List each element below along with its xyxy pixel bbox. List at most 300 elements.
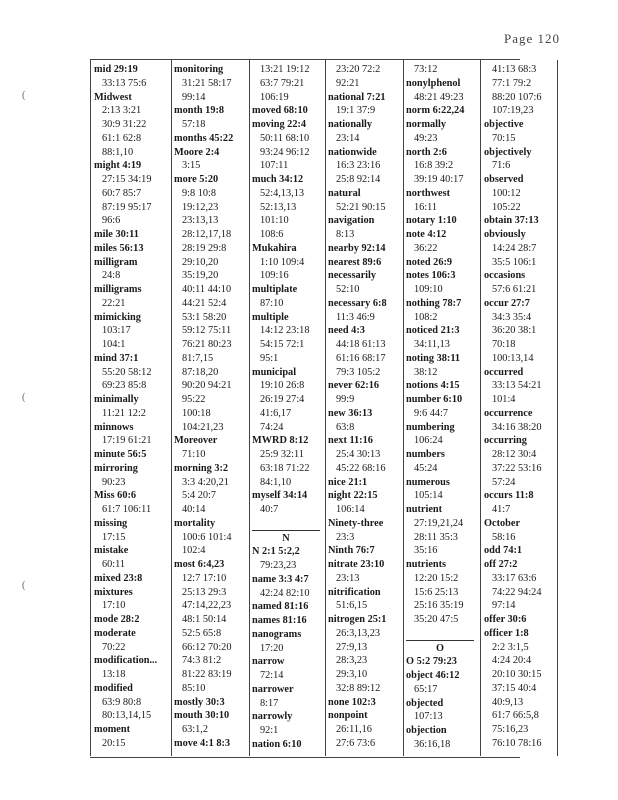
index-headword: objectively xyxy=(484,146,532,158)
index-headword: new 36:13 xyxy=(328,407,373,419)
index-page-refs: 29:10,20 xyxy=(182,256,219,268)
index-page-refs: 41:6,17 xyxy=(260,407,292,419)
index-page-refs: 17:15 xyxy=(102,531,126,543)
index-page-refs: 96:6 xyxy=(102,215,121,227)
index-headword: missing xyxy=(94,517,128,529)
index-page-refs: 104:21,23 xyxy=(182,421,224,433)
index-page-refs: 29:3,10 xyxy=(336,669,368,680)
index-page-refs: 107:19,23 xyxy=(492,105,534,117)
index-headword: morning 3:2 xyxy=(174,462,229,474)
index-headword: numbers xyxy=(406,449,445,460)
index-headword: next 11:16 xyxy=(328,435,373,447)
index-headword: none 102:3 xyxy=(328,696,376,708)
index-page-refs: 33:13 54:21 xyxy=(492,380,542,392)
index-column-4 xyxy=(328,63,396,751)
index-page-refs: 48:1 50:14 xyxy=(182,614,227,625)
index-page-refs: 47:14,22,23 xyxy=(182,600,232,612)
index-headword: nation 6:10 xyxy=(252,738,302,750)
index-headword: numerous xyxy=(406,476,450,488)
index-headword: notions 4:15 xyxy=(406,380,460,392)
index-page-refs: 104:1 xyxy=(102,339,126,350)
index-page-refs: 102:4 xyxy=(182,545,206,557)
section-divider xyxy=(252,517,320,531)
index-headword: object 46:12 xyxy=(406,670,460,681)
index-page-refs: 106:14 xyxy=(336,504,365,515)
index-headword: minnows xyxy=(94,421,134,433)
index-page-refs: 34:3 35:4 xyxy=(492,311,532,323)
index-page-refs: 40:11 44:10 xyxy=(182,284,232,295)
index-page-refs: 1:10 109:4 xyxy=(260,256,305,268)
index-page-refs: 41:7 xyxy=(492,504,511,515)
index-headword: north 2:6 xyxy=(406,146,447,158)
index-page-refs: 76:21 80:23 xyxy=(182,339,232,350)
index-page-refs: 63:7 79:21 xyxy=(260,77,305,89)
index-headword: minute 56:5 xyxy=(94,449,147,460)
index-page-refs: 22:21 xyxy=(102,297,126,309)
index-page-refs: 88:20 107:6 xyxy=(492,91,542,103)
index-page-refs: 32:8 89:12 xyxy=(336,682,381,694)
index-page-refs: 100:12 xyxy=(492,187,521,199)
index-page-refs: 52:5 65:8 xyxy=(182,627,222,639)
index-headword: note 4:12 xyxy=(406,229,447,240)
index-headword: O 5:2 79:23 xyxy=(406,656,457,668)
index-headword: need 4:3 xyxy=(328,325,365,337)
index-page-refs: 54:15 72:1 xyxy=(260,339,305,350)
index-headword: mirroring xyxy=(94,462,138,474)
index-page-refs: 40:14 xyxy=(182,504,206,515)
index-page-refs: 23:13 xyxy=(336,572,360,584)
index-headword: N 2:1 5:2,2 xyxy=(252,546,300,558)
index-page-refs: 57:6 61:21 xyxy=(492,284,537,295)
index-headword: noted 26:9 xyxy=(406,256,453,268)
index-page-refs: 41:13 68:3 xyxy=(492,64,537,75)
index-headword: number 6:10 xyxy=(406,394,463,405)
index-page-refs: 90:23 xyxy=(102,476,126,488)
index-headword: normally xyxy=(406,119,447,130)
index-page-refs: 101:10 xyxy=(260,215,289,227)
index-page-refs: 85:10 xyxy=(182,682,206,694)
index-page-refs: 33:17 63:6 xyxy=(492,572,537,584)
margin-mark: ( xyxy=(22,580,26,591)
index-headword: narrowly xyxy=(252,711,293,723)
index-page-refs: 55:20 58:12 xyxy=(102,366,152,378)
index-page-refs: 72:14 xyxy=(260,670,284,681)
index-page-refs: 45:24 xyxy=(414,462,438,474)
index-page-refs: 81:7,15 xyxy=(182,352,214,364)
index-page-refs: 53:1 58:20 xyxy=(182,311,227,323)
index-page-refs: 88:1,10 xyxy=(102,146,134,158)
index-headword: notes 106:3 xyxy=(406,270,456,282)
index-page-refs: 79:3 105:2 xyxy=(336,366,381,378)
index-headword: milligram xyxy=(94,256,138,268)
index-headword: named 81:16 xyxy=(252,601,309,613)
index-headword: mixtures xyxy=(94,586,133,598)
index-page-refs: 90:20 94:21 xyxy=(182,380,232,392)
index-page-refs: 11:21 12:2 xyxy=(102,407,146,419)
index-headword: Mukahira xyxy=(252,242,297,254)
index-headword: names 81:16 xyxy=(252,615,307,626)
index-column-6 xyxy=(484,63,552,751)
index-page-refs: 100:6 101:4 xyxy=(182,531,232,543)
index-headword: nitrification xyxy=(328,586,381,598)
column-rule xyxy=(90,60,91,756)
index-page-refs: 30:9 31:22 xyxy=(102,119,147,130)
index-headword: obviously xyxy=(484,229,526,240)
index-headword: might 4:19 xyxy=(94,160,142,172)
index-page-refs: 11:3 46:9 xyxy=(336,311,375,323)
index-page-refs: 105:22 xyxy=(492,201,521,213)
index-page-refs: 23:20 72:2 xyxy=(336,64,381,75)
index-page-refs: 92:1 xyxy=(260,725,279,736)
index-page-refs: 76:10 78:16 xyxy=(492,737,542,749)
index-headword: minimally xyxy=(94,394,139,405)
index-headword: municipal xyxy=(252,366,297,378)
index-page-refs: 13:18 xyxy=(102,669,126,680)
index-headword: off 27:2 xyxy=(484,559,518,570)
index-page-refs: 26:19 27:4 xyxy=(260,394,305,405)
index-page-refs: 27:15 34:19 xyxy=(102,174,152,185)
index-headword: noticed 21:3 xyxy=(406,325,460,337)
index-page-refs: 107:13 xyxy=(414,711,443,723)
index-page-refs: 49:23 xyxy=(414,132,438,144)
index-headword: odd 74:1 xyxy=(484,545,523,557)
index-headword: necessarily xyxy=(328,270,377,282)
index-page-refs: 12:7 17:10 xyxy=(182,572,227,584)
index-page-refs: 31:21 58:17 xyxy=(182,77,232,89)
index-page-refs: 87:18,20 xyxy=(182,366,219,378)
index-page-refs: 15:6 25:13 xyxy=(414,586,459,598)
index-page-refs: 28:12 30:4 xyxy=(492,449,537,460)
index-headword: northwest xyxy=(406,187,451,199)
index-page-refs: 27:19,21,24 xyxy=(414,517,464,529)
index-headword: nationally xyxy=(328,119,373,130)
index-page-refs: 109:16 xyxy=(260,270,289,282)
index-headword: mortality xyxy=(174,517,216,529)
index-page-refs: 74:24 xyxy=(260,421,284,433)
index-headword: October xyxy=(484,517,521,529)
index-page-refs: 48:21 49:23 xyxy=(414,91,464,103)
index-headword: numbering xyxy=(406,421,455,433)
index-headword: monitoring xyxy=(174,64,224,75)
index-headword: myself 34:14 xyxy=(252,490,308,502)
index-headword: modification... xyxy=(94,655,158,667)
column-rule xyxy=(403,60,404,756)
index-page-refs: 17:20 xyxy=(260,642,284,654)
index-page-refs: 87:19 95:17 xyxy=(102,201,152,213)
index-headword: obtain 37:13 xyxy=(484,215,539,227)
index-page-refs: 74:3 81:2 xyxy=(182,655,222,667)
index-page-refs: 40:7 xyxy=(260,504,279,515)
index-page-refs: 65:17 xyxy=(414,683,438,695)
index-page-refs: 35:16 xyxy=(414,545,438,557)
index-page-refs: 99:9 xyxy=(336,394,355,405)
index-headword: mistake xyxy=(94,545,129,557)
index-headword: mostly 30:3 xyxy=(174,696,225,708)
index-headword: mode 28:2 xyxy=(94,614,140,625)
index-headword: narrow xyxy=(252,656,285,668)
index-page-refs: 35:20 47:5 xyxy=(414,614,459,625)
index-headword: moving 22:4 xyxy=(252,119,307,130)
index-page-refs: 63:9 80:8 xyxy=(102,696,142,708)
index-headword: moderate xyxy=(94,627,136,639)
index-page-refs: 87:10 xyxy=(260,297,284,309)
index-headword: observed xyxy=(484,174,524,185)
index-page-refs: 25:8 92:14 xyxy=(336,174,381,185)
index-page-refs: 5:4 20:7 xyxy=(182,490,217,502)
index-headword: modified xyxy=(94,682,133,694)
index-page-refs: 25:9 32:11 xyxy=(260,449,304,460)
index-headword: narrower xyxy=(252,683,294,695)
index-page-refs: 100:18 xyxy=(182,407,211,419)
index-page-refs: 77:1 79:2 xyxy=(492,77,532,89)
index-page-refs: 14:12 23:18 xyxy=(260,325,310,337)
index-page-refs: 23:3 xyxy=(336,531,355,543)
index-page-refs: 60:7 85:7 xyxy=(102,187,142,199)
index-headword: multiple xyxy=(252,311,289,323)
index-headword: Miss 60:6 xyxy=(94,490,137,502)
index-headword: objective xyxy=(484,119,524,130)
index-page-refs: 25:13 29:3 xyxy=(182,586,227,598)
index-headword: nitrate 23:10 xyxy=(328,559,385,570)
column-rule xyxy=(557,60,558,756)
index-page-refs: 23:13,13 xyxy=(182,215,219,227)
index-headword: never 62:16 xyxy=(328,380,379,392)
index-page-refs: 26:3,13,23 xyxy=(336,627,381,639)
index-page-refs: 12:20 15:2 xyxy=(414,572,459,584)
index-page-refs: 63:18 71:22 xyxy=(260,462,310,474)
index-headword: natural xyxy=(328,187,361,199)
index-page-refs: 8:13 xyxy=(336,229,355,240)
index-headword: occurring xyxy=(484,435,527,447)
page-number: Page 120 xyxy=(503,31,560,46)
index-headword: nonpoint xyxy=(328,710,368,722)
index-page-refs: 28:3,23 xyxy=(336,655,368,667)
index-headword: nice 21:1 xyxy=(328,476,368,488)
column-rule xyxy=(249,60,250,756)
index-page-refs: 17:19 61:21 xyxy=(102,435,152,447)
index-page-refs: 2:2 3:1,5 xyxy=(492,641,529,653)
index-page-refs: 25:16 35:19 xyxy=(414,600,464,612)
index-page-refs: 97:14 xyxy=(492,600,516,612)
index-headword: navigation xyxy=(328,215,375,227)
index-headword: miles 56:13 xyxy=(94,242,144,254)
index-column-1 xyxy=(94,63,162,751)
index-headword: objected xyxy=(406,697,444,709)
index-page-refs: 8:17 xyxy=(260,697,279,709)
index-page-refs: 58:16 xyxy=(492,531,516,543)
index-page-refs: 28:11 35:3 xyxy=(414,531,458,543)
index-page-refs: 19:10 26:8 xyxy=(260,380,305,392)
index-page-refs: 59:12 75:11 xyxy=(182,325,232,337)
index-headword: nothing 78:7 xyxy=(406,297,462,309)
margin-mark: ( xyxy=(22,90,26,101)
index-headword: multiplate xyxy=(252,284,298,295)
index-page-refs: 26:11,16 xyxy=(336,724,372,735)
index-headword: mind 37:1 xyxy=(94,352,139,364)
index-headword: nationwide xyxy=(328,146,377,158)
index-page-refs: 95:1 xyxy=(260,352,279,364)
index-page-refs: 79:23,23 xyxy=(260,560,297,571)
index-page-refs: 103:17 xyxy=(102,325,131,337)
index-page-refs: 35:5 106:1 xyxy=(492,256,537,268)
index-page-refs: 28:19 29:8 xyxy=(182,242,227,254)
section-letter-heading: O xyxy=(435,642,444,654)
index-page-refs: 16:11 xyxy=(414,201,438,213)
index-page-refs: 25:4 30:13 xyxy=(336,449,381,460)
index-headword: nonylphenol xyxy=(406,77,461,89)
index-page-refs: 107:11 xyxy=(260,160,289,172)
index-page-refs: 34:11,13 xyxy=(414,339,450,350)
margin-mark: ( xyxy=(22,392,26,403)
index-page-refs: 28:12,17,18 xyxy=(182,229,232,240)
index-page-refs: 39:19 40:17 xyxy=(414,174,464,185)
index-headword: Midwest xyxy=(94,91,132,103)
index-page-refs: 50:11 68:10 xyxy=(260,132,310,144)
index-page-refs: 19:1 37:9 xyxy=(336,105,376,117)
index-page-refs: 17:10 xyxy=(102,600,126,612)
index-page-refs: 3:3 4:20,21 xyxy=(182,476,229,488)
section-divider xyxy=(406,627,474,641)
index-page-refs: 61:1 62:8 xyxy=(102,132,142,144)
index-page-refs: 3:15 xyxy=(182,160,201,172)
index-headword: nanograms xyxy=(252,628,302,640)
index-page-refs: 105:14 xyxy=(414,490,443,502)
index-page-refs: 84:1,10 xyxy=(260,476,292,488)
index-headword: nearby 92:14 xyxy=(328,242,386,254)
index-page-refs: 57:18 xyxy=(182,119,206,130)
index-headword: occasions xyxy=(484,270,526,282)
index-page-refs: 108:6 xyxy=(260,229,284,240)
index-headword: noting 38:11 xyxy=(406,352,461,364)
index-page-refs: 75:16,23 xyxy=(492,724,529,735)
index-page-refs: 36:16,18 xyxy=(414,738,451,750)
index-page-refs: 9:8 10:8 xyxy=(182,187,217,199)
index-page-refs: 2:13 3:21 xyxy=(102,105,142,117)
index-page-refs: 14:24 28:7 xyxy=(492,242,537,254)
index-headword: milligrams xyxy=(94,284,142,295)
index-page-refs: 37:22 53:16 xyxy=(492,462,542,474)
index-page-refs: 95:22 xyxy=(182,394,206,405)
index-headword: occurrence xyxy=(484,407,533,419)
index-page-refs: 99:14 xyxy=(182,91,206,103)
index-page-refs: 106:24 xyxy=(414,435,443,447)
index-page-refs: 108:2 xyxy=(414,311,438,323)
index-page-refs: 27:6 73:6 xyxy=(336,737,376,749)
index-page-refs: 44:18 61:13 xyxy=(336,339,386,350)
index-headword: notary 1:10 xyxy=(406,215,457,227)
index-page-refs: 106:19 xyxy=(260,91,289,103)
index-headword: more 5:20 xyxy=(174,174,219,185)
column-rule xyxy=(171,60,172,756)
index-page-refs: 44:21 52:4 xyxy=(182,297,227,309)
index-headword: norm 6:22,24 xyxy=(406,105,465,117)
index-page-refs: 45:22 68:16 xyxy=(336,462,386,474)
index-headword: officer 1:8 xyxy=(484,627,529,639)
index-headword: month 19:8 xyxy=(174,105,225,117)
index-page-refs: 61:7 66:5,8 xyxy=(492,710,539,722)
top-rule xyxy=(90,59,520,60)
index-page-refs: 70:18 xyxy=(492,339,516,350)
index-headword: objection xyxy=(406,725,447,736)
index-page-refs: 34:16 38:20 xyxy=(492,421,542,433)
index-page-refs: 24:8 xyxy=(102,270,121,282)
index-headword: mile 30:11 xyxy=(94,229,139,240)
index-page-refs: 66:12 70:20 xyxy=(182,641,232,653)
index-page-refs: 101:4 xyxy=(492,394,516,405)
index-headword: most 6:4,23 xyxy=(174,559,225,570)
section-letter-heading: N xyxy=(282,532,290,544)
index-page-refs: 63:8 xyxy=(336,421,355,433)
index-headword: much 34:12 xyxy=(252,174,304,185)
index-page-refs: 27:9,13 xyxy=(336,641,368,653)
index-page-refs: 52:10 xyxy=(336,284,360,295)
index-headword: night 22:15 xyxy=(328,490,378,502)
index-page-refs: 9:6 44:7 xyxy=(414,407,449,419)
index-page-refs: 33:13 75:6 xyxy=(102,77,147,89)
index-page-refs: 52:21 90:15 xyxy=(336,201,386,213)
index-page-refs: 61:16 68:17 xyxy=(336,352,386,364)
index-page-refs: 36:20 38:1 xyxy=(492,325,537,337)
index-headword: mixed 23:8 xyxy=(94,572,143,584)
index-page-refs: 51:6,15 xyxy=(336,600,368,612)
index-page-refs: 63:1,2 xyxy=(182,724,209,735)
column-rule xyxy=(480,60,481,756)
index-page-refs: 52:13,13 xyxy=(260,201,297,213)
index-headword: necessary 6:8 xyxy=(328,297,387,309)
index-page-refs: 36:22 xyxy=(414,242,438,254)
column-rule xyxy=(325,60,326,756)
index-page-refs: 4:24 20:4 xyxy=(492,655,532,667)
index-headword: move 4:1 8:3 xyxy=(174,737,231,749)
bottom-rule xyxy=(90,757,520,758)
index-headword: Moore 2:4 xyxy=(174,146,220,158)
index-page-refs: 35:19,20 xyxy=(182,270,219,282)
index-page-refs: 73:12 xyxy=(414,64,438,75)
index-column-5 xyxy=(406,63,474,752)
index-page-refs: 81:22 83:19 xyxy=(182,669,232,680)
index-headword: MWRD 8:12 xyxy=(252,435,309,447)
index-headword: occurs 11:8 xyxy=(484,490,534,502)
index-headword: occur 27:7 xyxy=(484,297,530,309)
index-page-refs: 80:13,14,15 xyxy=(102,710,152,722)
index-page-refs: 42:24 82:10 xyxy=(260,587,310,599)
index-headword: nutrients xyxy=(406,559,447,570)
index-page-refs: 52:4,13,13 xyxy=(260,187,305,199)
index-page-refs: 109:10 xyxy=(414,284,443,295)
index-page-refs: 69:23 85:8 xyxy=(102,380,147,392)
index-page-refs: 92:21 xyxy=(336,77,360,89)
index-headword: moved 68:10 xyxy=(252,105,308,117)
index-headword: name 3:3 4:7 xyxy=(252,573,309,585)
index-page-refs: 70:22 xyxy=(102,641,126,653)
index-headword: national 7:21 xyxy=(328,91,386,103)
index-page-refs: 100:13,14 xyxy=(492,352,534,364)
index-headword: nutrient xyxy=(406,504,443,515)
index-page-refs: 20:15 xyxy=(102,737,126,749)
index-headword: mimicking xyxy=(94,311,141,323)
index-headword: Ninety-three xyxy=(328,517,384,529)
index-page-refs: 60:11 xyxy=(102,559,126,570)
index-column-2 xyxy=(174,63,242,751)
index-headword: nearest 89:6 xyxy=(328,256,382,268)
index-headword: Moreover xyxy=(174,435,218,447)
index-column-3 xyxy=(252,63,320,752)
index-page-refs: 37:15 40:4 xyxy=(492,682,537,694)
index-page-refs: 16:8 39:2 xyxy=(414,160,454,172)
index-page-refs: 13:21 19:12 xyxy=(260,64,310,75)
index-page-refs: 74:22 94:24 xyxy=(492,586,542,598)
index-page-refs: 16:3 23:16 xyxy=(336,160,381,172)
